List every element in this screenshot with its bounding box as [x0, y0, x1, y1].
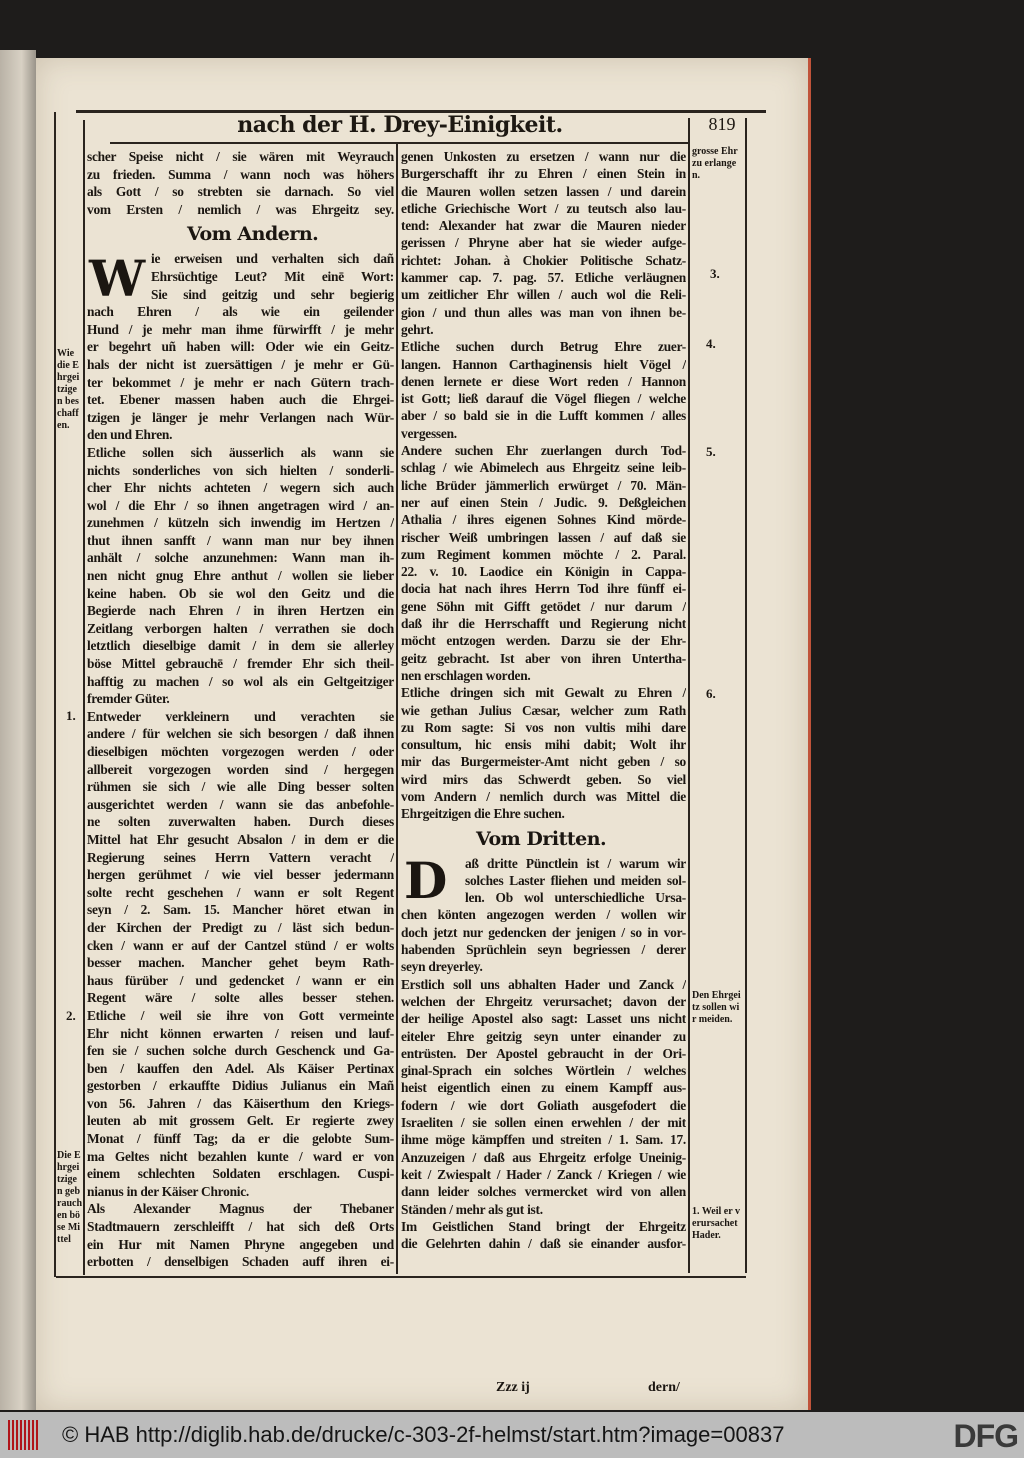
- text-line: Ehrsüchtige Leut? Mit einē Wort:: [151, 268, 394, 284]
- text-line: Israeliten / sie sollen einen erwehlen / der mit: [401, 1115, 686, 1131]
- text-line: eiteler Ehre geitzig seyn unter einander zu: [401, 1028, 686, 1044]
- text-line: gion / und thun alles was man von ihnen be-: [401, 304, 686, 320]
- text-line: nianus in der Käiser Chronic.: [87, 1183, 250, 1199]
- text-line: er begehrt uñ haben will: Oder wie ein Geitz-: [87, 339, 394, 355]
- margin-note: 1. Weil er verursachet Hader.: [692, 1206, 740, 1241]
- text-line: von 56. Jahren / das Käiserthum den Kriegs-: [87, 1095, 394, 1111]
- text-line: gestorben / erkauffte Didius Julianus ein Mañ: [87, 1078, 394, 1094]
- text-line: docia hat nach ihres Herrn Tod ihre fünff ei-: [401, 581, 686, 597]
- text-line: ma Geltes nicht bezahlen kunte / ward er von: [87, 1148, 394, 1164]
- text-line: tet. Ebener massen haben auch die Ehrgei-: [87, 392, 394, 408]
- text-line: aß dritte Pünctlein ist / warum wir: [465, 855, 686, 871]
- margin-number: 5.: [706, 444, 716, 459]
- text-line: etliche Griechische Wort / zu teutsch also lau-: [401, 200, 686, 216]
- text-line: Monat / fünff Tag; da er die gelobte Sum-: [87, 1131, 394, 1147]
- text-line: haus fürüber / und gedencket / wann er ein: [87, 972, 394, 988]
- text-line: hafftig zu machen / so wol als ein Geltgeitziger: [87, 673, 394, 689]
- text-line: erbotten / denselbigen Schaden auff ihren ei-: [87, 1254, 394, 1270]
- right-column: [401, 148, 686, 1252]
- text-line: Regierung seines Herrn Vattern veracht /: [87, 849, 394, 865]
- text-line: ginal-Sprach ein solches Wörtlein / welches: [401, 1063, 686, 1079]
- text-line: Ehr nicht können erwarten / reisen und lauf-: [87, 1025, 394, 1041]
- hab-logo-icon: [8, 1420, 38, 1450]
- text-line: langen. Hannon Carthaginensis hielt Vögel /: [401, 356, 686, 372]
- text-line: besser machen. Mancher gehet beym Rath-: [87, 955, 394, 971]
- margin-number: 3.: [710, 266, 720, 281]
- text-line: Ständen / mehr als gut ist.: [401, 1201, 543, 1217]
- text-line: um zeitlicher Ehr willen / auch wol die Reli-: [401, 287, 686, 303]
- text-line: möcht entzogen werden. Darzu sie der Ehr-: [401, 633, 686, 649]
- text-line: richtet: Johan. à Chokier Politische Schatz-: [401, 252, 686, 268]
- page-number: 819: [708, 114, 736, 134]
- text-line: zu Rom sagte: Si vos non vultis mihi dare: [401, 719, 686, 735]
- section-heading: Vom Dritten.: [476, 827, 607, 850]
- text-line: 22. v. 10. Laodice ein Königin in Cappa-: [401, 564, 686, 580]
- text-line: seyn / 2. Sam. 15. Mancher höret etwan in: [87, 902, 394, 918]
- bottom-rule: [56, 1276, 746, 1278]
- text-line: ausgerichtet werden / wann sie das anbefohle-: [87, 796, 394, 812]
- frame-left-rule: [54, 112, 56, 1277]
- text-line: solte recht geschehen / wann er solt Regent: [87, 884, 394, 900]
- text-line: len. Ob wol unterschiedliche Ursa-: [465, 890, 686, 906]
- text-line: liche Brüder jämmerlich erwürget / 70. Män-: [401, 477, 686, 493]
- text-line: keine haben. Ob sie wol den Geitz und die: [87, 585, 394, 601]
- text-line: zunehmen / kützeln sich inwendig im Hertzen /: [87, 515, 394, 531]
- margin-number: 6.: [706, 686, 716, 701]
- text-line: genen Unkosten zu ersetzen / wann nur die: [401, 149, 686, 164]
- credit-bar: [0, 1412, 1024, 1458]
- margin-note: Die Ehrgeitzigen gebrauchen böse Mittel: [57, 1150, 82, 1245]
- frame-right-rule: [745, 118, 747, 1273]
- text-line: Regent wäre / solte alles besser stehen.: [87, 990, 394, 1006]
- text-line: entrüsten. Der Apostel gebraucht in der Ori-: [401, 1045, 686, 1061]
- text-line: Etliche / weil sie ihre von Gott vermeinte: [87, 1007, 394, 1023]
- text-line: wie gethan Julius Cæsar, welcher zum Rath: [401, 702, 686, 718]
- text-line: Hund / je mehr man ihme fürwirfft / je mehr: [87, 321, 394, 337]
- text-line: thut ihnen sanfft / wann man nur bey ihnen: [87, 532, 394, 548]
- text-line: vom Andern / nemlich durch was Mittel die: [401, 788, 686, 804]
- text-line: Mittel hat Ehr gesucht Absalon / in dem er die: [87, 831, 394, 847]
- text-line: der Kirchen der Predigt zu / läst sich bedun-: [87, 919, 394, 935]
- text-line: ihme möge kämpffen und streiten / 1. Sam. 17.: [401, 1132, 686, 1148]
- text-line: hals der nicht ist zuersättigen / je mehr er Gü-: [87, 356, 394, 372]
- text-line: wol / die Ehr / so ihnen angetragen wird / an-: [87, 497, 394, 513]
- text-line: schlag / wie Abimelech aus Ehrgeitz seine leib-: [401, 460, 686, 476]
- text-line: geitz gebracht. Ist aber von ihren Untertha-: [401, 650, 686, 666]
- text-line: Ehrgeitzigen die Ehre suchen.: [401, 806, 565, 822]
- text-line: ein Hur mit Namen Phryne angegeben und: [87, 1236, 394, 1252]
- text-line: ne solten zuverwalten haben. Durch dieses: [87, 814, 394, 830]
- running-header: nach der H. Drey-Einigkeit.: [237, 112, 563, 138]
- text-line: böse Mittel gebrauchē / fremder Ehr sich theil-: [87, 656, 394, 672]
- text-line: heist eigentlich einen zu einem Kampff aus-: [401, 1080, 686, 1096]
- catchword: dern/: [648, 1380, 680, 1395]
- text-line: dann leider solches vermercket wird von allen: [401, 1184, 686, 1200]
- text-line: fodern / wie dort Goliath ausgefodert die: [401, 1097, 686, 1113]
- text-line: cken / wann er auf der Cantzel stünd / er wolts: [87, 937, 394, 953]
- text-line: einem schlechten Soldaten erschlagen. Cuspi-: [87, 1166, 394, 1182]
- text-line: Etliche suchen durch Betrug Ehre zuer-: [401, 339, 686, 355]
- text-line: Athalia / ihres eigenen Sohnes Kind mörde-: [401, 512, 686, 528]
- text-line: seyn dreyerley.: [401, 959, 483, 975]
- margin-number: 1.: [66, 708, 76, 723]
- text-line: wird mirs das Schwerdt geben. So viel: [401, 771, 686, 787]
- text-line: fremder Güter.: [87, 691, 170, 707]
- drop-cap-right: D: [404, 851, 448, 910]
- text-line: doch jetzt nur gedencken der jenigen / so in vor-: [401, 924, 686, 940]
- text-line: Begierde nach Ehren / in ihren Hertzen ein: [87, 603, 394, 619]
- text-line: cher Ehr nichts achteten / wegern sich auch: [87, 480, 394, 496]
- text-line: consultum, hic ensis mihi dabit; Wolt ihr: [401, 737, 686, 753]
- text-line: solches Laster fliehen und meiden sol-: [465, 872, 686, 888]
- text-line: zum Regiment kommen möchte / 2. Paral.: [401, 546, 686, 562]
- text-line: anhält / solche anzunehmen: Wann man ih-: [87, 550, 394, 566]
- text-line: fen sie / suchen solche durch Geschenck und Ga-: [87, 1043, 394, 1059]
- text-line: ter bekommet / je mehr er nach Gütern trach-: [87, 374, 394, 390]
- text-line: chen könten angezogen werden / wollen wir: [401, 907, 686, 923]
- text-line: habenden Sprüchlein seyn begriessen / derer: [401, 942, 686, 958]
- text-line: vergessen.: [401, 425, 457, 441]
- text-line: letztlich dieselbige damit / in dem sie allerley: [87, 638, 394, 654]
- text-line: Burgerschafft ihr zu Ehren / einen Stein in: [401, 166, 686, 182]
- text-line: ner auf einen Stein / Judic. 9. Deßgleichen: [401, 494, 686, 510]
- text-line: daß ihr die Herrschafft und Regierung nicht: [401, 616, 686, 632]
- margin-note: Den Ehrgeitz sollen wir meiden.: [692, 990, 741, 1025]
- signature-mark: Zzz ij: [496, 1380, 530, 1395]
- text-line: Im Geistlichen Stand bringt der Ehrgeitz: [401, 1218, 686, 1234]
- section-heading: Vom Andern.: [187, 223, 319, 246]
- text-line: aber / so bald sie in die Lufft kommen / alles: [401, 408, 686, 424]
- text-line: gerissen / Phryne aber hat sie wieder aufge-: [401, 235, 686, 251]
- text-line: dieselbigen möchten vorgezogen werden / oder: [87, 744, 394, 759]
- text-line: als Gott / so strebten sie darnach. So viel: [87, 184, 394, 200]
- text-line: vom Ersten / nemlich / was Ehrgeitz sey.: [87, 201, 394, 217]
- left-column: [87, 148, 394, 1271]
- text-line: ie erweisen und verhalten sich dañ: [151, 251, 394, 267]
- text-line: Etliche sollen sich äusserlich als wann sie: [87, 444, 394, 460]
- margin-right-rule: [688, 118, 690, 1273]
- text-line: tend: Alexander hat zwar die Mauren nieder: [401, 218, 686, 234]
- text-line: die Gelehrten dahin / daß sie einander ausfor-: [401, 1236, 686, 1252]
- text-line: nach Ehren / als wie ein geilender: [87, 304, 394, 320]
- text-line: den und Ehren.: [87, 427, 173, 443]
- text-line: rühmen sie sich / wie alle Ding besser solten: [87, 779, 394, 795]
- drop-cap-left: W: [89, 249, 146, 308]
- text-line: Anzuzeigen / daß aus Ehrgeitz erfolge Uneinig-: [401, 1149, 686, 1165]
- header-bottom-rule: [110, 142, 688, 144]
- text-line: hergen gerühmet / wie viel besser jedermann: [87, 867, 394, 883]
- text-line: allbereit vorgezogen worden sind / hergegen: [87, 761, 394, 777]
- text-line: keit / Zwiespalt / Hader / Zanck / Kriegen / wie: [401, 1166, 686, 1182]
- text-line: Stadtmauern zerschleifft / hat sich deß Orts: [87, 1219, 394, 1235]
- text-line: tzigen je länger je mehr Verlangen nach Wür-: [87, 409, 394, 425]
- text-line: leuten ab mit grossem Gelt. Er regierte zwey: [87, 1113, 394, 1129]
- text-line: Andere suchen Ehr zuerlangen durch Tod-: [401, 443, 686, 459]
- margin-number: 4.: [706, 336, 716, 351]
- text-line: ist Gott; ließ darauf die Vögel fliegen / welche: [401, 391, 686, 407]
- text-line: nen erschlagen worden.: [401, 667, 531, 683]
- text-line: scher Speise nicht / sie wären mit Weyrauch: [87, 149, 394, 164]
- text-line: Etliche dringen sich mit Gewalt zu Ehren /: [401, 685, 686, 701]
- text-line: zu frieden. Summa / wann noch was höhers: [87, 166, 394, 182]
- text-line: welchen der Ehrgeitz verursachet; davon der: [401, 993, 686, 1009]
- text-line: kammer cap. 7. pag. 57. Etliche verläugnen: [401, 270, 686, 286]
- text-line: Erstlich soll uns abhalten Hader und Zanck /: [401, 976, 686, 992]
- text-line: ben / kauffen den Adel. Als Käiser Pertinax: [87, 1060, 394, 1076]
- text-line: nichts sonderliches von sich hielten / sonderli-: [87, 462, 394, 478]
- text-line: Zeitlang verborgen halten / verrathen sie doch: [87, 620, 394, 636]
- margin-note: Wie die Ehrgeitzigen beschaffen.: [57, 348, 80, 431]
- dfg-logo: DFG: [953, 1418, 1018, 1454]
- text-line: gehrt.: [401, 321, 434, 337]
- credit-link[interactable]: © HAB http://diglib.hab.de/drucke/c-303-2f-helmst/start.htm?image=00837: [62, 1422, 785, 1447]
- text-line: mir das Burgermeister-Amt nicht geben / so: [401, 754, 686, 770]
- margin-note: grosse Ehr zu erlangen.: [692, 146, 738, 181]
- text-line: andere / für welchen sie sich besorgen / daß ihnen: [87, 726, 394, 742]
- text-line: denen lernete er diese Wort reden / Hannon: [401, 373, 686, 389]
- text-line: Sie sind geitzig und sehr begierig: [151, 286, 394, 302]
- facing-page-edge: [0, 50, 36, 1410]
- margin-number: 2.: [66, 1008, 76, 1023]
- margin-left-rule: [83, 120, 85, 1275]
- text-line: rischer Weiß umbringen lassen / auf daß sie: [401, 529, 686, 545]
- text-line: gene Söhn mit Gifft getödet / nur darum /: [401, 598, 686, 614]
- text-line: die Mauren wollen setzen lassen / und darein: [401, 183, 686, 199]
- text-line: Entweder verkleinern und verachten sie: [87, 708, 394, 724]
- text-line: Als Alexander Magnus der Thebaner: [87, 1201, 394, 1217]
- column-divider: [396, 144, 398, 1274]
- text-line: nen nicht gnug Ehre anthut / wollen sie lieber: [87, 568, 394, 584]
- text-line: der heilige Apostel also sagt: Lasset uns nicht: [401, 1011, 686, 1027]
